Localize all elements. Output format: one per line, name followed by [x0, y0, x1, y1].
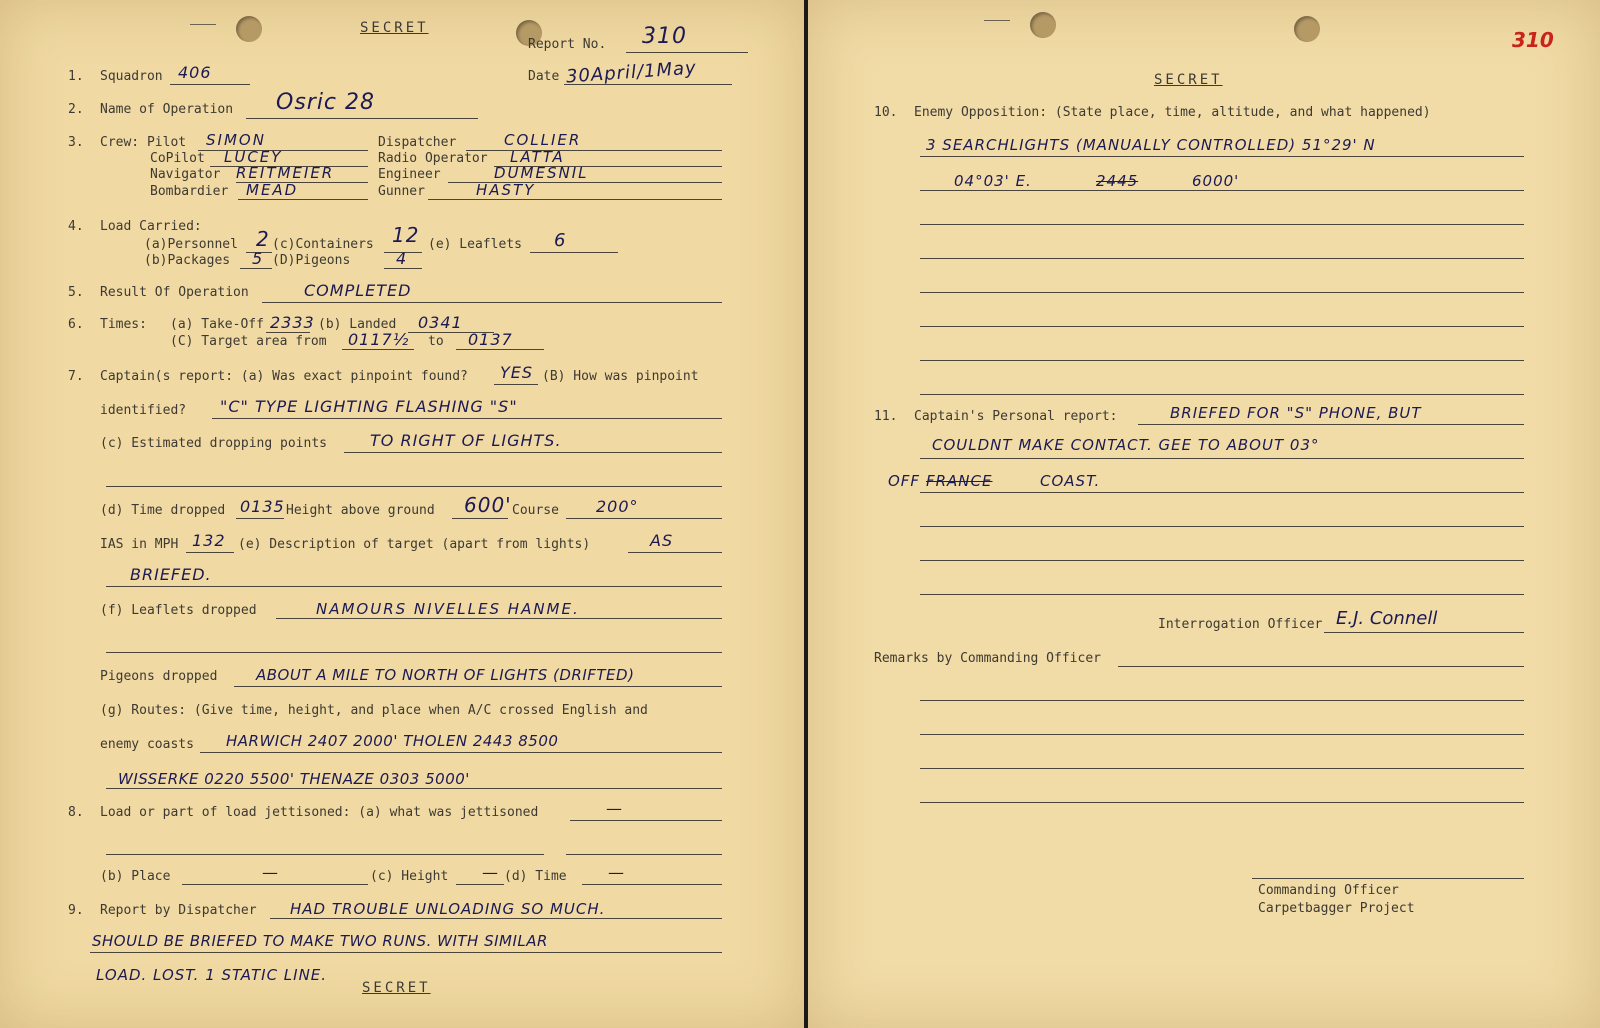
bombardier-value: MEAD — [246, 181, 299, 199]
pinpoint-found-value: YES — [500, 363, 534, 382]
height-value: 600' — [464, 493, 512, 517]
q2-number: 2. — [68, 102, 84, 117]
identified-label: identified? — [100, 403, 187, 418]
result-label: Result Of Operation — [100, 285, 249, 300]
gunner-label: Gunner — [378, 184, 425, 199]
q9-number: 9. — [68, 903, 84, 918]
dispatcher-report-label: Report by Dispatcher — [100, 903, 257, 918]
radio-operator-label: Radio Operator — [378, 151, 488, 166]
routes-label: (g) Routes: (Give time, height, and place when A/C crossed English and — [100, 703, 648, 718]
landed-label: (b) Landed — [318, 317, 397, 332]
q3-number: 3. — [68, 135, 84, 150]
punch-hole — [236, 16, 262, 42]
leaflets-label: (e) Leaflets — [428, 237, 522, 252]
jettison-time-value: — — [608, 863, 625, 882]
jettison-height-label: (c) Height — [370, 869, 449, 884]
pigeons-dropped-value: ABOUT A MILE TO NORTH OF LIGHTS (DRIFTED) — [256, 666, 635, 684]
report-no-label: Report No. — [528, 37, 607, 52]
course-value: 200° — [596, 497, 639, 516]
takeoff-value: 2333 — [270, 313, 315, 332]
secret-heading: SECRET — [1154, 72, 1223, 88]
carpetbagger-project-label: Carpetbagger Project — [1258, 901, 1415, 916]
packages-value: 5 — [252, 249, 264, 268]
containers-value: 12 — [392, 223, 420, 247]
secret-heading: SECRET — [360, 20, 429, 36]
jettison-time-label: (d) Time — [504, 869, 567, 884]
interrogation-officer-signature: E.J. Connell — [1336, 608, 1438, 629]
report-no-value: 310 — [642, 24, 687, 49]
target-to-label: to — [428, 334, 444, 349]
personal-report-line-2: COULDNT MAKE CONTACT. GEE TO ABOUT 03° — [932, 436, 1320, 454]
description-value-1: AS — [650, 531, 674, 550]
ias-value: 132 — [192, 531, 226, 550]
punch-hole — [1294, 16, 1320, 42]
takeoff-label: (a) Take-Off — [170, 317, 264, 332]
jettisoned-value: — — [606, 799, 623, 818]
time-dropped-label: (d) Time dropped — [100, 503, 226, 518]
q11-number: 11. — [874, 409, 898, 424]
target-from-value: 0117½ — [348, 330, 410, 349]
enemy-opposition-altitude: 6000' — [1192, 172, 1240, 190]
description-value-2: BRIEFED. — [130, 565, 212, 584]
navigator-value: REITMEIER — [236, 164, 335, 182]
pigeons-value: 4 — [396, 249, 408, 268]
radio-operator-value: LATTA — [510, 148, 565, 166]
pilot-value: SIMON — [206, 131, 266, 149]
report-number-stamp: 310 — [1512, 28, 1554, 52]
result-value: COMPLETED — [304, 281, 412, 300]
time-dropped-value: 0135 — [240, 497, 285, 516]
pigeons-label: (D)Pigeons — [272, 253, 351, 268]
enemy-opposition-line-1: 3 SEARCHLIGHTS (MANUALLY CONTROLLED) 51°29' N — [926, 136, 1376, 154]
description-label: (e) Description of target (apart from lights) — [238, 537, 591, 552]
punch-hole-mark — [190, 24, 216, 25]
routes-value-1: HARWICH 2407 2000' THOLEN 2443 8500 — [226, 732, 559, 750]
identified-value: "C" TYPE LIGHTING FLASHING "S" — [220, 397, 518, 416]
personal-report-struck: FRANCE — [926, 472, 993, 490]
operation-label: Name of Operation — [100, 102, 234, 117]
q8-number: 8. — [68, 805, 84, 820]
dispatcher-report-line-2: SHOULD BE BRIEFED TO MAKE TWO RUNS. WITH SIMILAR — [92, 932, 548, 950]
enemy-coasts-label: enemy coasts — [100, 737, 194, 752]
routes-value-2: WISSERKE 0220 5500' THENAZE 0303 5000' — [118, 770, 470, 788]
leaflets-value: 6 — [554, 230, 567, 251]
squadron-label: Squadron — [100, 69, 163, 84]
dispatcher-label: Dispatcher — [378, 135, 457, 150]
jettison-height-value: — — [482, 863, 499, 882]
q7-number: 7. — [68, 369, 84, 384]
personal-report-label: Captain's Personal report: — [914, 409, 1118, 424]
squadron-value: 406 — [178, 63, 212, 82]
place-value: — — [262, 863, 279, 882]
q5-number: 5. — [68, 285, 84, 300]
remarks-label: Remarks by Commanding Officer — [874, 651, 1101, 666]
interrogation-officer-label: Interrogation Officer — [1158, 617, 1323, 632]
drop-points-value: TO RIGHT OF LIGHTS. — [370, 431, 562, 450]
height-label: Height above ground — [286, 503, 435, 518]
enemy-opposition-lat: 04°03' E. — [954, 172, 1032, 190]
pinpoint-question: Captain(s report: (a) Was exact pinpoint found? — [100, 369, 468, 384]
pigeons-dropped-label: Pigeons dropped — [100, 669, 218, 684]
course-label: Course — [512, 503, 559, 518]
q1-number: 1. — [68, 69, 84, 84]
ias-label: IAS in MPH — [100, 537, 179, 552]
leaflets-dropped-label: (f) Leaflets dropped — [100, 603, 257, 618]
place-label: (b) Place — [100, 869, 171, 884]
landed-value: 0341 — [418, 313, 463, 332]
commanding-officer-label: Commanding Officer — [1258, 883, 1399, 898]
navigator-label: Navigator — [150, 167, 221, 182]
gunner-value: HASTY — [476, 181, 536, 199]
punch-hole — [1030, 12, 1056, 38]
operation-value: Osric 28 — [276, 90, 376, 115]
dispatcher-report-line-3: LOAD. LOST. 1 STATIC LINE. — [96, 966, 328, 984]
report-page-right — [808, 0, 1600, 1028]
q4-number: 4. — [68, 219, 84, 234]
pinpoint-how-question: (B) How was pinpoint — [542, 369, 699, 384]
engineer-value: DUMESNIL — [494, 164, 589, 182]
date-value: 30April/1May — [565, 57, 698, 88]
q10-number: 10. — [874, 105, 898, 120]
enemy-opposition-time: 2445 — [1096, 172, 1139, 190]
bombardier-label: Bombardier — [150, 184, 229, 199]
jettisoned-label: Load or part of load jettisoned: (a) what was jettisoned — [100, 805, 539, 820]
copilot-label: CoPilot — [150, 151, 205, 166]
copilot-value: LUCEY — [224, 148, 283, 166]
personal-report-line-1: BRIEFED FOR "S" PHONE, BUT — [1170, 404, 1422, 422]
personnel-label: (a)Personnel — [144, 237, 238, 252]
date-label: Date — [528, 69, 560, 84]
dispatcher-value: COLLIER — [504, 131, 582, 149]
personnel-value: 2 — [256, 227, 270, 251]
target-area-label: (C) Target area from — [170, 334, 327, 349]
drop-points-label: (c) Estimated dropping points — [100, 436, 327, 451]
punch-hole-mark — [984, 20, 1010, 21]
personal-report-coast: COAST. — [1040, 472, 1101, 490]
dispatcher-report-line-1: HAD TROUBLE UNLOADING SO MUCH. — [290, 900, 606, 918]
leaflets-dropped-value: NAMOURS NIVELLES HANME. — [316, 600, 580, 618]
secret-footer: SECRET — [362, 980, 431, 996]
times-label: Times: — [100, 317, 147, 332]
target-to-value: 0137 — [468, 330, 513, 349]
packages-label: (b)Packages — [144, 253, 231, 268]
engineer-label: Engineer — [378, 167, 441, 182]
load-carried-label: Load Carried: — [100, 219, 202, 234]
containers-label: (c)Containers — [272, 237, 374, 252]
q6-number: 6. — [68, 317, 84, 332]
enemy-opposition-label: Enemy Opposition: (State place, time, altitude, and what happened) — [914, 105, 1431, 120]
personal-report-off: OFF — [888, 472, 921, 490]
pilot-label: Crew: Pilot — [100, 135, 187, 150]
